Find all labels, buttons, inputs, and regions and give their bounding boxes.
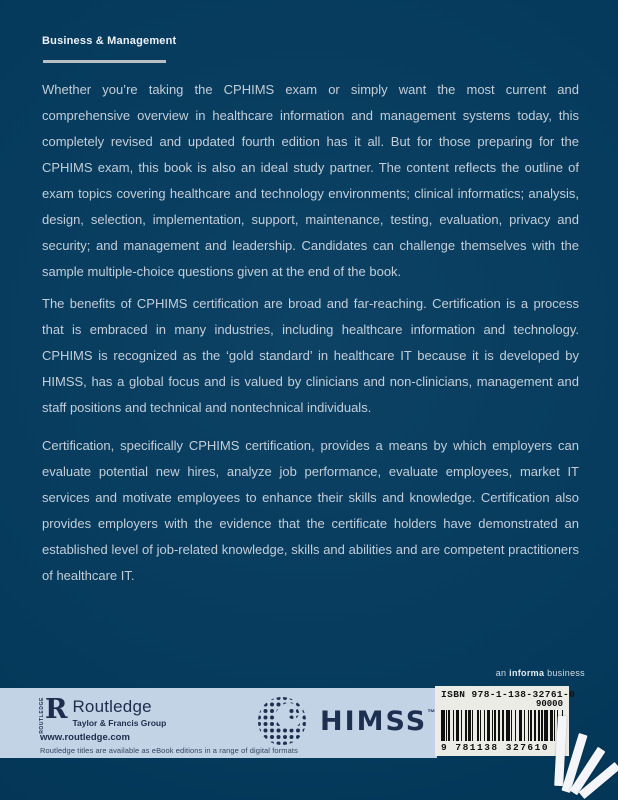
routledge-logo-mark bbox=[39, 694, 68, 734]
routledge-r-icon: R bbox=[45, 694, 68, 725]
blurb-paragraph-2: The benefits of CPHIMS certification are broad and far-reaching. Certification is a process that is embraced in many industries, including healthcare information and technology. CPHIMS is recognized as the ‘gold standard’ in healthcare IT because it is developed by HIMSS, has a global focus and is valued by clinicians and non-clinicians, management and staff positions and technical and nontechnical individuals. bbox=[42, 296, 579, 415]
ean-addon-code: 90000 bbox=[535, 699, 563, 709]
publisher-band bbox=[0, 688, 437, 758]
category-label: Business & Management bbox=[42, 35, 177, 47]
routledge-wordmark bbox=[72, 698, 166, 728]
isbn-label: ISBN 978-1-138-32761-0 bbox=[441, 689, 576, 700]
himss-wordmark bbox=[320, 705, 436, 737]
himss-name: HIMSS bbox=[320, 705, 428, 737]
informa-brand: informa bbox=[509, 668, 545, 678]
routledge-vertical-text: ROUTLEDGE bbox=[39, 697, 45, 734]
routledge-website: www.routledge.com bbox=[40, 732, 130, 743]
himss-trademark: ™ bbox=[427, 707, 436, 717]
ebook-availability-note: Routledge titles are available as eBook editions in a range of digital formats bbox=[40, 746, 298, 755]
informa-suffix: business bbox=[544, 668, 585, 678]
isbn-human-readable: 9 781138 327610 bbox=[441, 742, 550, 753]
himss-logo bbox=[256, 695, 435, 747]
isbn-barcode-panel bbox=[435, 686, 576, 756]
informa-tagline bbox=[496, 668, 585, 678]
blurb-paragraph-1: Whether you’re taking the CPHIMS exam or simply want the most current and comprehensive overview in healthcare information and management systems today, this completely revised and updated fourth edition has it all. But for those preparing for the CPHIMS exam, this book is also an ideal study partner. The content reflects the outline of exam topics covering healthcare and technology environments; clinical informatics; analysis, design, selection, implementation, support, maintenance, testing, evaluation, privacy and security; and management and leadership. Candidates can challenge themselves with the sample multiple-choice questions given at the end of the book. bbox=[42, 82, 579, 279]
divider-rule bbox=[43, 60, 166, 63]
taylor-francis-group-label: Taylor & Francis Group bbox=[72, 717, 167, 728]
informa-prefix: an bbox=[495, 668, 510, 678]
blurb-paragraph-3: Certification, specifically CPHIMS certification, provides a means by which employers can evaluate potential new hires, analyze job performance, evaluate employees, market IT services and motivate employees to enhance their skills and knowledge. Certification also provides employers with the evidence that the certificate holders have demonstrated an established level of job-related knowledge, skills and abilities and are competent practitioners of healthcare IT. bbox=[42, 438, 579, 583]
ean-barcode bbox=[441, 710, 563, 741]
routledge-name: Routledge bbox=[72, 697, 152, 716]
routledge-logo bbox=[39, 694, 167, 734]
himss-globe-icon bbox=[256, 695, 308, 747]
